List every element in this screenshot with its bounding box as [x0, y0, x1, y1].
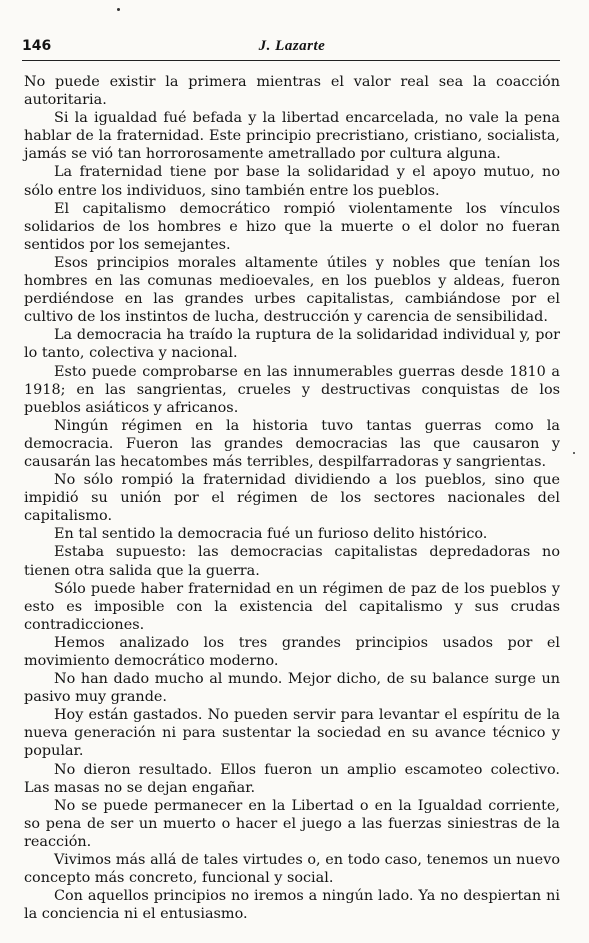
paragraph: Ningún régimen en la historia tuvo tantas guerras como la democracia. Fueron las grandes democracias las que causaron y causarán las hecatombes más terribles, despilfarradoras y sangrientas.: [24, 417, 560, 470]
paragraph: No han dado mucho al mundo. Mejor dicho, de su balance surge un pasivo muy grande.: [24, 671, 560, 706]
paragraph: Con aquellos principios no iremos a ningún lado. Ya no despiertan ni la conciencia ni el entusiasmo.: [24, 888, 560, 923]
paragraph: La democracia ha traído la ruptura de la solidaridad individual y, por lo tanto, colectiva y nacional.: [24, 327, 560, 362]
ink-speck: [573, 452, 575, 454]
body-text: [24, 73, 560, 923]
paragraph: En tal sentido la democracia fué un furioso delito histórico.: [54, 526, 488, 543]
paragraph: Hoy están gastados. No pueden servir para levantar el espíritu de la nueva generación ni para sustentar la sociedad en su avance técnico y popular.: [24, 707, 560, 760]
paragraph: No puede existir la primera mientras el valor real sea la coacción autoritaria.: [24, 74, 560, 109]
paragraph: Vivimos más allá de tales virtudes o, en todo caso, tenemos un nuevo concepto más concreto, funcional y social.: [24, 852, 560, 887]
paragraph: El capitalismo democrático rompió violentamente los vínculos solidarios de los hombres e hizo que la muerte o el dolor no fueran sentidos por los semejantes.: [24, 200, 560, 253]
paragraph: Esto puede comprobarse en las innumerables guerras desde 1810 a 1918; en las sangrientas, crueles y destructivas conquistas de los pueblos asiáticos y africanos.: [24, 363, 560, 416]
paragraph: Esos principios morales altamente útiles y nobles que tenían los hombres en las comunas medioevales, en los pueblos y aldeas, fueron perdiéndose en las grandes urbes capitalistas, cambiándose por el cultivo de los instintos de lucha, destrucción y carencia de sensibilidad.: [24, 254, 560, 326]
paragraph: Si la igualdad fué befada y la libertad encarcelada, no vale la pena hablar de la fraternidad. Este principio precristiano, cristiano, socialista, jamás se vió tan horrorosamente ametrallado por cultura alguna.: [24, 110, 560, 163]
page-number: 146: [22, 38, 52, 54]
paragraph: La fraternidad tiene por base la solidaridad y el apoyo mutuo, no sólo entre los individuos, sino también entre los pueblos.: [24, 164, 560, 199]
header-rule: [22, 60, 560, 61]
paragraph: Estaba supuesto: las democracias capitalistas depredadoras no tienen otra salida que la guerra.: [24, 544, 560, 579]
running-head: [22, 38, 562, 58]
author-name: J. Lazarte: [258, 38, 326, 54]
ink-speck: [117, 8, 120, 11]
paragraph: No sólo rompió la fraternidad dividiendo a los pueblos, sino que impidió su unión por el régimen de los sectores nacionales del capitalismo.: [24, 472, 560, 525]
paragraph: No se puede permanecer en la Libertad o en la Igualdad corriente, so pena de ser un muerto o hacer el juego a las fuerzas siniestras de la reacción.: [24, 797, 560, 850]
paragraph: No dieron resultado. Ellos fueron un amplio escamoteo colectivo. Las masas no se dejan engañar.: [24, 761, 560, 796]
paragraph: Sólo puede haber fraternidad en un régimen de paz de los pueblos y esto es imposible con la existencia del capitalismo y sus crudas contradicciones.: [24, 580, 560, 633]
paragraph: Hemos analizado los tres grandes principios usados por el movimiento democrático moderno.: [24, 634, 560, 669]
